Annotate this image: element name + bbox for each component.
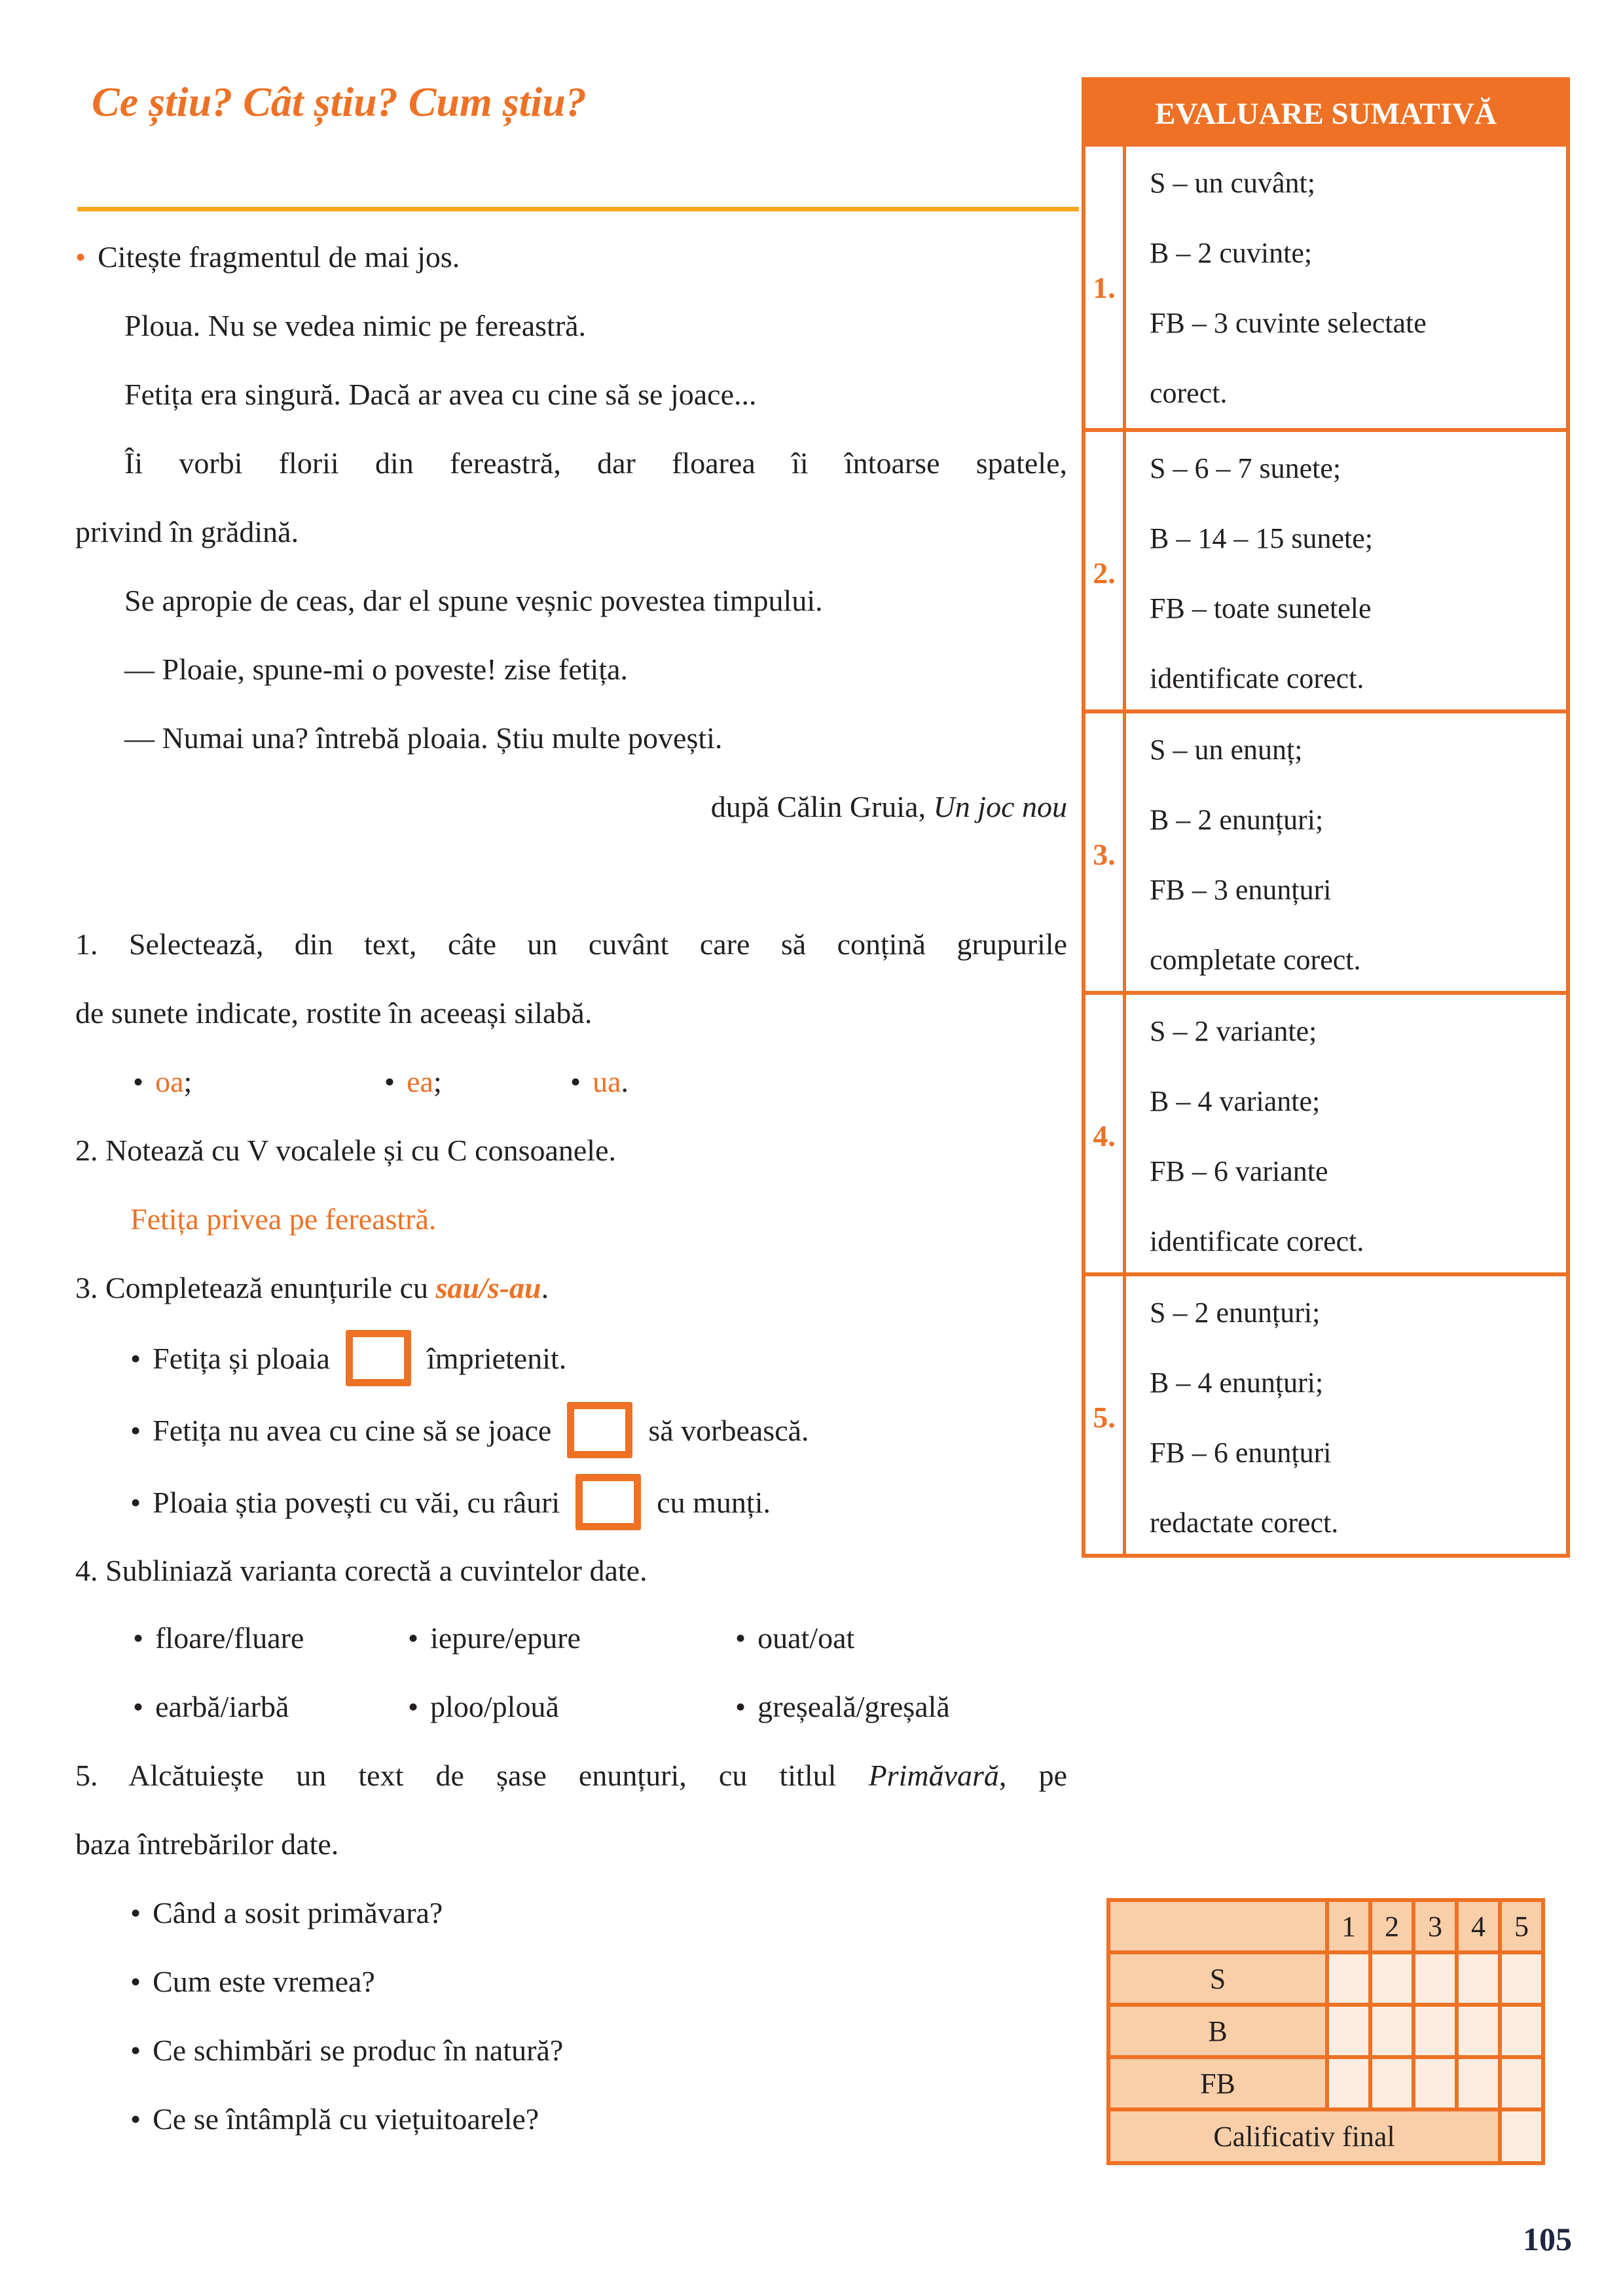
score-empty-cell[interactable]: [1370, 2005, 1413, 2057]
exercise-5-text-end: , pe: [998, 1759, 1067, 1792]
bullet-icon: •: [133, 1621, 144, 1655]
bullet-icon: •: [133, 1690, 144, 1723]
exercise-4-statement: 4. Subliniază varianta corectă a cuvintelor date.: [75, 1554, 647, 1587]
reading-fragment: [75, 291, 1067, 772]
evaluation-row-criteria: [1126, 147, 1566, 428]
exercise-2: [75, 1116, 1067, 1253]
exercise-3-statement: [75, 1253, 1067, 1322]
attribution: [75, 772, 1067, 841]
word-choice-item: [735, 1604, 854, 1672]
criteria-line: S – un cuvânt;: [1150, 167, 1315, 199]
score-empty-cell[interactable]: [1457, 2057, 1500, 2109]
bullet-icon: •: [130, 1341, 141, 1375]
sound-group-punct: ;: [433, 1065, 442, 1098]
fill-in-sentence: [75, 1322, 1067, 1394]
attribution-prefix: după Călin Gruia,: [710, 790, 934, 823]
question-item: [75, 2085, 1067, 2153]
score-empty-cell[interactable]: [1370, 1952, 1413, 2005]
answer-box[interactable]: [567, 1402, 632, 1458]
score-row: [1108, 2057, 1543, 2109]
bullet-icon: •: [570, 1065, 581, 1098]
exercise-1-statement-line: 1. Selectează, din text, câte un cuvânt care să conțină grupurile: [75, 927, 1067, 961]
sentence-after-blank: împrietenit.: [426, 1341, 567, 1375]
answer-box[interactable]: [346, 1330, 411, 1386]
evaluation-row: [1085, 428, 1566, 709]
score-row-label: S: [1108, 1952, 1327, 2005]
word-choice-item: [408, 1604, 581, 1672]
bullet-icon: •: [130, 1413, 141, 1447]
bullet-icon: •: [408, 1690, 419, 1723]
page-number: 105: [1523, 2221, 1572, 2257]
final-grade-cell[interactable]: [1500, 2109, 1543, 2163]
evaluation-row-number: 4.: [1085, 995, 1126, 1276]
evaluation-row-criteria: [1126, 432, 1566, 713]
exercise-5-statement: [75, 1741, 1067, 1810]
bullet-icon: •: [384, 1065, 395, 1098]
exercise-1-statement-line: de sunete indicate, rostite în aceeași silabă.: [75, 996, 593, 1030]
question-text: Ce schimbări se produc în natură?: [153, 2034, 564, 2067]
criteria-line: completate corect.: [1150, 944, 1361, 976]
exercise-2-answer-line: Fetița privea pe fereastră.: [130, 1202, 437, 1236]
exercise-5-statement-line2: baza întrebărilor date.: [75, 1827, 339, 1861]
fragment-line: Fetița era singură. Dacă ar avea cu cine să se joace...: [124, 378, 757, 411]
sentence-before-blank: Ploaia știa povești cu văi, cu râuri: [153, 1485, 560, 1519]
fragment-line: Se apropie de ceas, dar el spune veșnic povestea timpului.: [124, 584, 823, 617]
exercise-3-items: [75, 1322, 1067, 1538]
criteria-line: S – 2 variante;: [1150, 1015, 1317, 1047]
exercise-4: [75, 1538, 1067, 1741]
sound-group-punct: ;: [183, 1065, 192, 1098]
exercise-4-word-rows: [75, 1604, 1067, 1741]
word-choice-item: [133, 1604, 304, 1672]
criteria-line: B – 4 variante;: [1150, 1085, 1321, 1117]
word-choice-value: greșeală/greșală: [757, 1690, 950, 1723]
score-col-header: 5: [1500, 1900, 1543, 1952]
exercise-1-statement: [75, 910, 1067, 1047]
attribution-work-title: Un joc nou: [933, 790, 1067, 823]
evaluation-panel: [1082, 77, 1570, 1558]
sound-group-value: ea: [407, 1065, 433, 1098]
fragment-line: Îi vorbi florii din fereastră, dar floarea îi întoarse spatele,: [124, 446, 1067, 480]
exercise-5-title-italic: Primăvară: [868, 1759, 999, 1792]
question-item: [75, 1947, 1067, 2016]
score-empty-cell[interactable]: [1457, 2005, 1500, 2057]
score-col-header: 3: [1413, 1900, 1457, 1952]
sound-group-item: [570, 1047, 629, 1116]
word-choice-value: floare/fluare: [155, 1621, 304, 1655]
criteria-line: identificate corect.: [1150, 1225, 1364, 1257]
score-table: [1106, 1898, 1545, 2165]
sound-group-value: oa: [155, 1065, 184, 1098]
score-empty-cell[interactable]: [1327, 2057, 1370, 2109]
criteria-line: FB – 6 enunțuri: [1150, 1437, 1332, 1469]
score-row: [1108, 2005, 1543, 2057]
question-text: Ce se întâmplă cu viețuitoarele?: [153, 2102, 539, 2136]
score-col-header: 2: [1370, 1900, 1413, 1952]
page-title: Ce știu? Cât știu? Cum știu?: [92, 79, 587, 125]
criteria-line: FB – 3 enunțuri: [1150, 874, 1332, 906]
fill-in-sentence: [75, 1466, 1067, 1538]
sound-group-punct: .: [621, 1065, 629, 1098]
evaluation-row: [1085, 1272, 1566, 1554]
evaluation-row-criteria: [1126, 713, 1566, 995]
evaluation-row-number: 1.: [1085, 147, 1126, 428]
fragment-line: Ploua. Nu se vedea nimic pe fereastră.: [124, 309, 587, 342]
criteria-line: S – 6 – 7 sunete;: [1150, 452, 1341, 484]
fragment-line: privind în grădină.: [75, 515, 299, 548]
word-choice-value: earbă/iarbă: [155, 1690, 289, 1723]
evaluation-row-criteria: [1126, 1276, 1566, 1558]
word-choice-row: [75, 1604, 1067, 1672]
criteria-line: identificate corect.: [1150, 662, 1364, 694]
exercise-3-text-end: .: [541, 1271, 549, 1304]
bullet-icon: •: [130, 1485, 141, 1519]
criteria-line: FB – 6 variante: [1150, 1155, 1328, 1187]
word-choice-value: iepure/epure: [430, 1621, 581, 1655]
sentence-after-blank: să vorbească.: [648, 1413, 809, 1447]
criteria-line: B – 4 enunțuri;: [1150, 1367, 1324, 1399]
sound-group-item: [384, 1047, 442, 1116]
criteria-line: B – 2 enunțuri;: [1150, 804, 1324, 836]
exercise-2-statement: 2. Notează cu V vocalele și cu C consoanele.: [75, 1134, 617, 1167]
bullet-icon: •: [130, 1965, 141, 1998]
score-empty-cell[interactable]: [1500, 2057, 1543, 2109]
orange-bullet-icon: •: [75, 240, 86, 274]
exercise-3-text: 3. Completează enunțurile cu: [75, 1271, 436, 1304]
criteria-line: FB – toate sunetele: [1150, 592, 1372, 624]
bullet-icon: •: [130, 2102, 141, 2136]
exercise-3: [75, 1253, 1067, 1538]
score-empty-cell[interactable]: [1500, 1952, 1543, 2005]
answer-box[interactable]: [575, 1474, 641, 1530]
sound-group-value: ua: [593, 1065, 621, 1098]
criteria-line: corect.: [1150, 377, 1228, 409]
score-row-label: B: [1108, 2005, 1327, 2057]
fill-in-sentence: [75, 1394, 1067, 1466]
bullet-icon: •: [735, 1690, 746, 1723]
word-choice-item: [408, 1672, 559, 1741]
score-empty-cell[interactable]: [1327, 2005, 1370, 2057]
word-choice-item: [735, 1672, 950, 1741]
fragment-line: — Numai una? întrebă ploaia. Știu multe povești.: [124, 721, 723, 755]
score-empty-cell[interactable]: [1413, 1952, 1457, 2005]
score-empty-cell[interactable]: [1413, 2057, 1457, 2109]
question-item: [75, 1878, 1067, 1947]
word-choice-row: [75, 1672, 1067, 1741]
bullet-icon: •: [735, 1621, 746, 1655]
score-corner-cell: [1108, 1900, 1327, 1952]
bullet-icon: •: [130, 2034, 141, 2067]
criteria-line: S – 2 enunțuri;: [1150, 1297, 1321, 1329]
intro-section: [75, 223, 1067, 291]
exercise-5: [75, 1741, 1067, 2153]
score-empty-cell[interactable]: [1413, 2005, 1457, 2057]
bullet-icon: •: [408, 1621, 419, 1655]
sound-group-item: [133, 1047, 192, 1116]
question-item: [75, 2016, 1067, 2085]
exercise-5-text: 5. Alcătuiește un text de șase enunțuri, cu titlul: [75, 1759, 869, 1792]
question-text: Cum este vremea?: [153, 1965, 375, 1998]
criteria-line: FB – 3 cuvinte selectate: [1150, 307, 1427, 339]
evaluation-row: [1085, 709, 1566, 991]
sentence-before-blank: Fetița nu avea cu cine să se joace: [153, 1413, 552, 1447]
score-empty-cell[interactable]: [1327, 1952, 1370, 2005]
criteria-line: redactate corect.: [1150, 1507, 1339, 1539]
evaluation-row-number: 3.: [1085, 713, 1126, 995]
score-header-row: [1108, 1900, 1543, 1952]
criteria-line: B – 2 cuvinte;: [1150, 237, 1313, 269]
score-col-header: 1: [1327, 1900, 1370, 1952]
exercise-1-sound-groups: [75, 1047, 1067, 1116]
evaluation-rows: [1085, 147, 1566, 1554]
fragment-line: — Ploaie, spune-mi o poveste! zise fetița.: [124, 653, 629, 686]
score-col-header: 4: [1457, 1900, 1500, 1952]
evaluation-row-criteria: [1126, 995, 1566, 1276]
score-empty-cell[interactable]: [1370, 2057, 1413, 2109]
evaluation-panel-title: EVALUARE SUMATIVĂ: [1085, 81, 1566, 147]
question-text: Când a sosit primăvara?: [153, 1896, 443, 1929]
score-row-label: FB: [1108, 2057, 1327, 2109]
word-choice-item: [133, 1672, 289, 1741]
exercise-1: [75, 910, 1067, 1116]
word-choice-value: ouat/oat: [757, 1621, 855, 1655]
title-underline: [77, 207, 1079, 211]
score-footer-label: Calificativ final: [1108, 2109, 1500, 2163]
sentence-after-blank: cu munți.: [657, 1485, 771, 1519]
exercise-5-questions: [75, 1878, 1067, 2153]
evaluation-row: [1085, 147, 1566, 428]
score-empty-cell[interactable]: [1500, 2005, 1543, 2057]
bullet-icon: •: [130, 1896, 141, 1929]
criteria-line: S – un enunț;: [1150, 734, 1303, 766]
intro-text: Citește fragmentul de mai jos.: [98, 240, 460, 274]
bullet-icon: •: [133, 1065, 144, 1098]
intro-instruction: [75, 223, 1067, 291]
exercise-3-highlight: sau/s-au: [435, 1271, 541, 1304]
sentence-before-blank: Fetița și ploaia: [153, 1341, 330, 1375]
evaluation-row-number: 5.: [1085, 1276, 1126, 1558]
criteria-line: B – 14 – 15 sunete;: [1150, 522, 1373, 554]
evaluation-row: [1085, 991, 1566, 1272]
score-row: [1108, 1952, 1543, 2005]
score-empty-cell[interactable]: [1457, 1952, 1500, 2005]
score-footer-row: [1108, 2109, 1543, 2163]
word-choice-value: ploo/plouă: [430, 1690, 559, 1723]
evaluation-row-number: 2.: [1085, 432, 1126, 713]
